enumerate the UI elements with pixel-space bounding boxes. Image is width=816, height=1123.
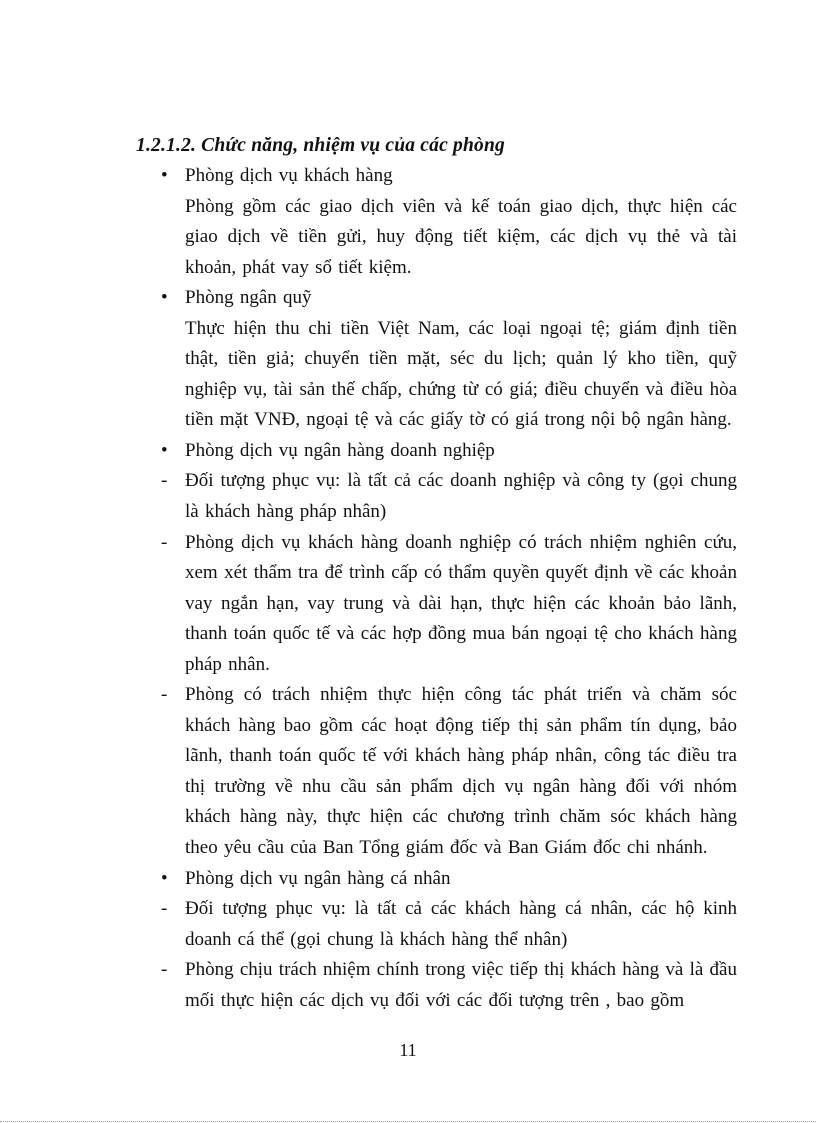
list-item-text: Đối tượng phục vụ: là tất cả các doanh nghiệp và công ty (gọi chung là khách hàng pháp nhân) (185, 470, 737, 523)
list-item (136, 955, 737, 1016)
dash-marker: - (161, 959, 168, 981)
bullet-marker: • (161, 867, 168, 889)
paragraph (136, 192, 737, 284)
section-heading: 1.2.1.2. Chức năng, nhiệm vụ của các phòng (136, 135, 505, 156)
list-item (136, 161, 737, 192)
page-number: 11 (399, 1040, 417, 1060)
bullet-marker: • (161, 439, 168, 461)
dash-marker: - (161, 470, 168, 492)
list-item (136, 894, 737, 955)
page-bottom-edge (0, 1121, 816, 1122)
list-item-text: Phòng có trách nhiệm thực hiện công tác phát triển và chăm sóc khách hàng bao gồm các hoạt động tiếp thị sản phẩm tín dụng, bảo lãnh, thanh toán quốc tế với khách hàng pháp nhân, công tác điều tra thị trường về nhu cầu sản phẩm dịch vụ ngân hàng đối với nhóm khách hàng này, thực hiện các chương trình chăm sóc khách hàng theo yêu cầu của Ban Tổng giám đốc và Ban Giám đốc chi nhánh. (185, 684, 737, 859)
list-item-text: Phòng ngân quỹ (185, 287, 312, 309)
document-body (136, 130, 737, 1016)
list-item (136, 864, 737, 895)
paragraph-text: Thực hiện thu chi tiền Việt Nam, các loại ngoại tệ; giám định tiền thật, tiền giả; chuyển tiền mặt, séc du lịch; quản lý kho tiền, quỹ nghiệp vụ, tài sản thế chấp, chứng từ có giá; điều chuyển và điều hòa tiền mặt VNĐ, ngoại tệ và các giấy tờ có giá trong nội bộ ngân hàng. (185, 317, 737, 431)
paragraph (136, 314, 737, 436)
list-item-text: Phòng dịch vụ ngân hàng doanh nghiệp (185, 439, 495, 461)
list-item-text: Phòng dịch vụ khách hàng (185, 165, 393, 186)
paragraph-text: Phòng gồm các giao dịch viên và kế toán giao dịch, thực hiện các giao dịch về tiền gửi, huy động tiết kiệm, các dịch vụ thẻ và tài khoản, phát vay sổ tiết kiệm. (185, 195, 737, 278)
list-item-text: Phòng dịch vụ ngân hàng cá nhân (185, 867, 451, 889)
list-item (136, 436, 737, 467)
list-item-text: Phòng dịch vụ khách hàng doanh nghiệp có trách nhiệm nghiên cứu, xem xét thẩm tra để trình cấp có thẩm quyền quyết định về các khoản vay ngắn hạn, vay trung và dài hạn, thực hiện các khoản bảo lãnh, thanh toán quốc tế và các hợp đồng mua bán ngoại tệ cho khách hàng pháp nhân. (185, 531, 737, 675)
bullet-marker: • (161, 165, 168, 186)
bullet-marker: • (161, 287, 168, 309)
dash-marker: - (161, 898, 168, 920)
list-item (136, 528, 737, 681)
list-item-text: Đối tượng phục vụ: là tất cả các khách hàng cá nhân, các hộ kinh doanh cá thể (gọi chung là khách hàng thể nhân) (185, 898, 737, 950)
list-item (136, 283, 737, 314)
list-item (136, 466, 737, 527)
list-item-text: Phòng chịu trách nhiệm chính trong việc tiếp thị khách hàng và là đầu mối thực hiện các dịch vụ đối với các đối tượng trên , bao gồm (185, 959, 737, 1011)
dash-marker: - (161, 531, 168, 553)
dash-marker: - (161, 684, 168, 706)
list-item (136, 680, 737, 863)
